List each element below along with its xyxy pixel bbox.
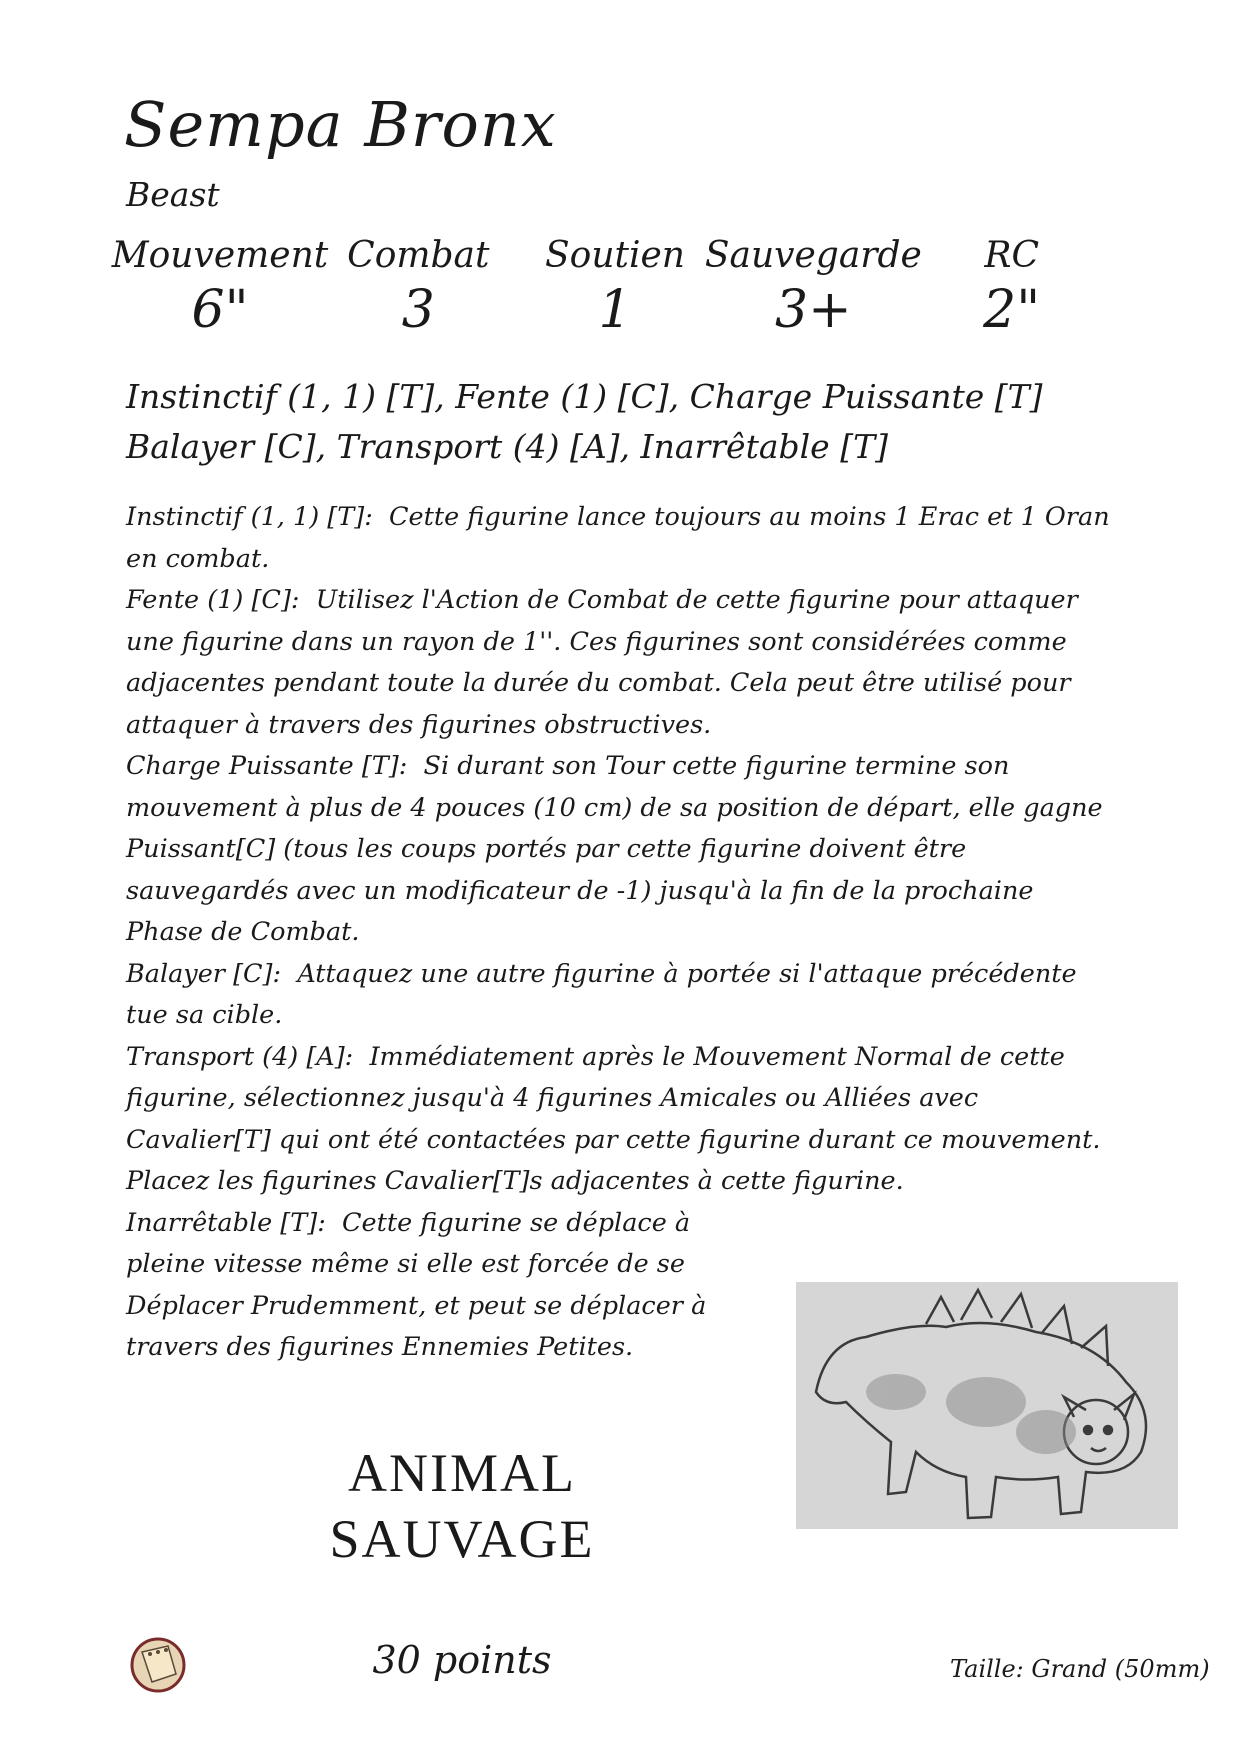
keyword-line: Balayer [C], Transport (4) [A], Inarrêtable [T] xyxy=(126,427,888,466)
stat-block xyxy=(111,235,1110,340)
rule-name: Transport (4) [A]: xyxy=(126,1041,354,1072)
rule-name: Inarrêtable [T]: xyxy=(126,1207,326,1238)
stat-label: RC xyxy=(984,235,1039,276)
rule-instinctif xyxy=(126,497,1116,580)
size-label: Taille: Grand (50mm) xyxy=(950,1655,1210,1683)
stat-label: Sauvegarde xyxy=(704,235,922,276)
category-line: ANIMAL xyxy=(348,1443,576,1503)
rule-text: Attaquez une autre figurine à portée si l'attaque précédente tue sa cible. xyxy=(126,958,1077,1030)
stat-value: 1 xyxy=(598,280,632,340)
rules-text xyxy=(126,497,1116,1369)
rule-text: Cette figurine lance toujours au moins 1 Erac et 1 Oran en combat. xyxy=(126,502,1110,574)
rule-name: Balayer [C]: xyxy=(126,958,282,989)
card-type: Beast xyxy=(126,175,220,214)
faction-logo-icon xyxy=(128,1632,188,1694)
stat-sauvegarde xyxy=(704,235,922,340)
stat-mouvement xyxy=(111,235,329,340)
rule-balayer xyxy=(126,954,1116,1037)
rule-text: Immédiatement après le Mouvement Normal de cette figurine, sélectionnez jusqu'à 4 figurines Amicales ou Alliées avec Cavalier[T] qui ont été contactées par cette figurine durant ce mouvement. Placez les figurines Cavalier[T]s adjacentes à cette figurine. xyxy=(126,1041,1101,1196)
category-label xyxy=(262,1440,662,1572)
stegosaurus-sketch-icon xyxy=(796,1282,1178,1529)
rule-charge-puissante xyxy=(126,746,1116,954)
stat-combat xyxy=(320,235,517,340)
stat-label: Soutien xyxy=(545,235,685,276)
stat-label: Combat xyxy=(347,235,490,276)
rule-transport xyxy=(126,1037,1116,1203)
stat-value: 2" xyxy=(983,280,1041,340)
rule-name: Fente (1) [C]: xyxy=(126,585,300,615)
rule-text: Si durant son Tour cette figurine termine son mouvement à plus de 4 pouces (10 cm) de sa position de départ, elle gagne Puissant[C] (tous les coups portés par cette figurine doivent être sauvegardés avec un modificateur de -1) jusqu'à la fin de la prochaine Phase de Combat. xyxy=(126,751,1103,947)
stat-value: 3 xyxy=(401,280,435,340)
creature-illustration xyxy=(796,1282,1178,1529)
stat-rc xyxy=(913,235,1110,340)
rule-fente xyxy=(126,580,1116,746)
rule-name: Charge Puissante [T]: xyxy=(126,751,408,781)
card-title: Sempa Bronx xyxy=(124,88,557,161)
stat-soutien xyxy=(517,235,714,340)
keyword-list xyxy=(126,372,1043,472)
stat-value: 3+ xyxy=(775,280,852,340)
stat-label: Mouvement xyxy=(111,235,329,276)
category-line: SAUVAGE xyxy=(329,1509,595,1569)
keyword-line: Instinctif (1, 1) [T], Fente (1) [C], Charge Puissante [T] xyxy=(126,377,1043,416)
stat-value: 6" xyxy=(191,280,249,340)
points-cost: 30 points xyxy=(372,1638,552,1682)
rule-text: Utilisez l'Action de Combat de cette figurine pour attaquer une figurine dans un rayon de 1''. Ces figurines sont considérées comme adjacentes pendant toute la durée du combat. Cela peut être utilisé pour attaquer à travers des figurines obstructives. xyxy=(126,585,1078,740)
rule-text: Cette figurine se déplace à pleine vitesse même si elle est forcée de se Déplacer Prudemment, et peut se déplacer à travers des figurines Ennemies Petites. xyxy=(126,1207,707,1362)
rule-inarretable xyxy=(126,1203,746,1369)
rule-name: Instinctif (1, 1) [T]: xyxy=(126,502,373,532)
